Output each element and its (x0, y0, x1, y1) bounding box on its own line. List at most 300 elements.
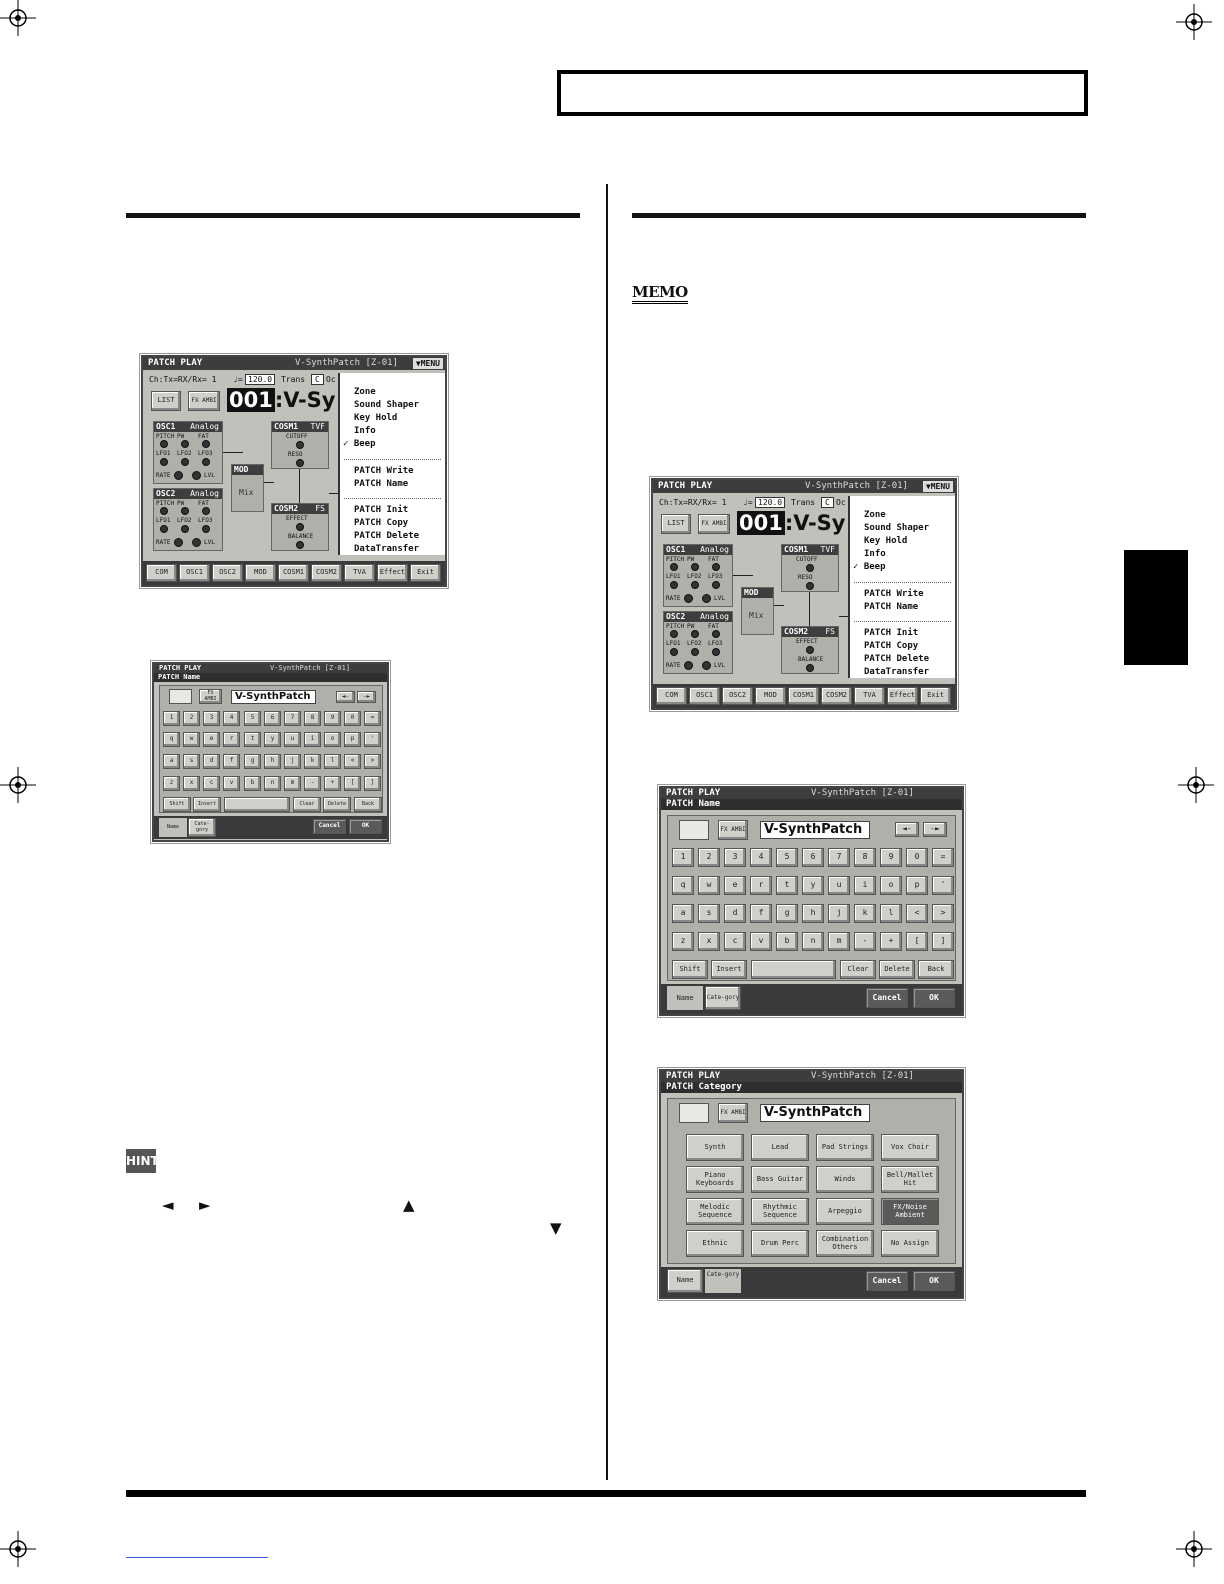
key-button[interactable]: d (203, 754, 220, 769)
knob-icon[interactable] (806, 564, 814, 572)
key-button[interactable]: 8 (854, 848, 876, 867)
key-button[interactable]: 6 (802, 848, 824, 867)
category-button[interactable]: Melodic Sequence (686, 1198, 744, 1225)
knob-icon[interactable] (202, 525, 210, 533)
knob-icon[interactable] (296, 523, 304, 531)
level-knob-icon[interactable] (702, 661, 711, 670)
key-button[interactable]: n (264, 776, 281, 791)
key-button[interactable]: k (854, 904, 876, 923)
key-button[interactable]: 5 (776, 848, 798, 867)
osc1-param-label: PW (177, 433, 185, 440)
knob-icon[interactable] (181, 458, 189, 466)
cosm1-param1-label: CUTOFF (286, 433, 308, 440)
key-button[interactable]: o (324, 732, 341, 747)
knob-icon[interactable] (712, 648, 720, 656)
level-knob-icon[interactable] (192, 538, 201, 547)
key-button[interactable]: v (750, 932, 772, 951)
key-button[interactable]: t (244, 732, 261, 747)
key-button[interactable]: u (284, 732, 301, 747)
key-button[interactable]: 5 (244, 711, 261, 726)
osc2-param-label: FAT (198, 500, 209, 507)
tab-category[interactable]: Cate-gory (705, 986, 741, 1010)
insert-button[interactable]: Insert (193, 797, 221, 812)
tempo-field[interactable]: 120.0 (755, 497, 785, 508)
delete-button[interactable]: Delete (879, 960, 915, 979)
category-panel (667, 1098, 956, 1264)
category-button[interactable]: FX/Noise Ambient (881, 1198, 939, 1225)
osc1-block[interactable] (153, 421, 223, 484)
fx-button[interactable]: FX AMBI (718, 820, 748, 840)
key-button[interactable]: 6 (264, 711, 281, 726)
name-field[interactable]: V-SynthPatch (760, 821, 870, 839)
key-button[interactable]: - (854, 932, 876, 951)
key-button[interactable]: c (203, 776, 220, 791)
key-button[interactable]: i (304, 732, 321, 747)
knob-icon[interactable] (806, 664, 814, 672)
cosm2-param2-label: BALANCE (288, 533, 314, 540)
category-button[interactable]: Rhythmic Sequence (751, 1198, 809, 1225)
key-button[interactable]: < (906, 904, 928, 923)
knob-icon[interactable] (296, 541, 304, 549)
tab-bar (653, 684, 955, 708)
key-button[interactable]: h (802, 904, 824, 923)
knob-icon[interactable] (670, 648, 678, 656)
menu-item[interactable]: Zone (864, 510, 886, 520)
knob-icon[interactable] (160, 525, 168, 533)
key-button[interactable]: ' (932, 876, 954, 895)
category-button[interactable]: Pad Strings (816, 1134, 874, 1161)
menu-item[interactable]: PATCH Delete (354, 531, 420, 541)
key-button[interactable]: > (932, 904, 954, 923)
tab-name[interactable]: Name (159, 818, 187, 837)
menu-item[interactable]: ✓ Beep (343, 439, 376, 449)
osc2-param-label: FAT (708, 623, 719, 630)
knob-icon[interactable] (202, 440, 210, 448)
osc1-lfo-label: LFO3 (198, 450, 213, 457)
tab-bar (143, 561, 445, 585)
list-button[interactable]: LIST (661, 514, 691, 534)
menu-item[interactable]: ✓ Beep (853, 562, 886, 572)
key-button[interactable]: 0 (344, 711, 361, 726)
screen-title: PATCH PLAY (666, 788, 721, 798)
signal-line (299, 469, 300, 503)
menu-item[interactable]: Sound Shaper (864, 523, 930, 533)
category-button[interactable]: Synth (686, 1134, 744, 1161)
key-button[interactable]: + (324, 776, 341, 791)
key-button[interactable]: m (828, 932, 850, 951)
cursor-left-button[interactable]: ◄- (336, 691, 355, 703)
menu-item[interactable]: PATCH Delete (864, 654, 930, 664)
osc2-type: Analog (190, 489, 219, 498)
shift-button[interactable]: Shift (672, 960, 708, 979)
mod-block[interactable] (741, 587, 774, 635)
signal-line (733, 575, 753, 576)
knob-icon[interactable] (712, 630, 720, 638)
osc2-level-label: LVL (204, 539, 215, 546)
key-button[interactable]: d (724, 904, 746, 923)
tab-button[interactable]: Effect (377, 564, 408, 582)
tab-button[interactable]: TVA (854, 687, 885, 705)
menu-separator (344, 459, 441, 460)
screen-body (653, 480, 955, 708)
knob-icon[interactable] (160, 440, 168, 448)
octave-label: Oc (836, 498, 846, 507)
name-field[interactable]: V-SynthPatch (231, 690, 316, 704)
menu-item[interactable]: PATCH Init (864, 628, 919, 638)
key-button[interactable]: 2 (183, 711, 200, 726)
key-button[interactable]: m (284, 776, 301, 791)
menu-item[interactable]: PATCH Name (864, 602, 919, 612)
delete-button[interactable]: Delete (323, 797, 351, 812)
tab-category[interactable]: Cate-gory (188, 818, 216, 837)
clear-button[interactable]: Clear (840, 960, 876, 979)
osc2-param-label: PW (687, 623, 695, 630)
key-button[interactable]: p (906, 876, 928, 895)
cancel-button[interactable]: Cancel (313, 819, 346, 834)
key-button[interactable]: n (802, 932, 824, 951)
tab-button[interactable]: Effect (887, 687, 918, 705)
patch-name-label: V-SynthPatch [Z-01] (805, 481, 908, 491)
cancel-button[interactable]: Cancel (866, 1271, 908, 1291)
key-button[interactable]: g (776, 904, 798, 923)
rate-knob-icon[interactable] (684, 594, 693, 603)
menu-item[interactable]: Zone (354, 387, 376, 397)
tab-button[interactable]: MOD (245, 564, 276, 582)
menu-item[interactable]: Info (864, 549, 886, 559)
osc1-level-label: LVL (714, 595, 725, 602)
left-arrow-icon: ◄ (162, 1196, 174, 1214)
level-knob-icon[interactable] (192, 471, 201, 480)
clear-button[interactable]: Clear (293, 797, 321, 812)
knob-icon[interactable] (181, 507, 189, 515)
tab-button[interactable]: Exit (920, 687, 951, 705)
key-button[interactable]: e (724, 876, 746, 895)
tab-button[interactable]: OSC1 (689, 687, 720, 705)
section-rule-right (632, 213, 1086, 218)
cosm1-block[interactable] (271, 421, 329, 469)
mod-block[interactable] (231, 464, 264, 512)
key-button[interactable]: 9 (324, 711, 341, 726)
memo-icon: MEMO (632, 283, 688, 301)
key-button[interactable]: [ (344, 776, 361, 791)
key-button[interactable]: - (304, 776, 321, 791)
category-button[interactable]: Arpeggio (816, 1198, 874, 1225)
registration-mark-left (0, 767, 36, 803)
cosm2-block[interactable] (271, 503, 329, 551)
key-button[interactable]: z (163, 776, 180, 791)
knob-icon[interactable] (712, 563, 720, 571)
knob-icon[interactable] (296, 459, 304, 467)
osc1-block[interactable] (663, 544, 733, 607)
knob-icon[interactable] (181, 440, 189, 448)
menu-item[interactable]: PATCH Name (354, 479, 409, 489)
key-button[interactable]: ' (364, 732, 381, 747)
menu-separator (854, 621, 951, 622)
menu-button[interactable]: ▼MENU (413, 358, 443, 369)
up-arrow-icon: ▲ (403, 1196, 415, 1214)
tab-button[interactable]: COM (146, 564, 177, 582)
knob-icon[interactable] (691, 648, 699, 656)
key-button[interactable]: > (364, 754, 381, 769)
title-bar (154, 664, 387, 673)
space-button[interactable] (751, 960, 836, 979)
patch-play-screen-left (141, 355, 447, 587)
menu-item[interactable]: Key Hold (354, 413, 398, 423)
key-button[interactable]: u (828, 876, 850, 895)
menu-popup (848, 496, 955, 678)
knob-icon[interactable] (296, 441, 304, 449)
cursor-right-button[interactable]: -► (357, 691, 376, 703)
cosm2-type: FS (825, 627, 835, 636)
key-button[interactable]: w (183, 732, 200, 747)
fx-button[interactable]: FX AMBI (199, 689, 222, 704)
screen-body (143, 357, 445, 585)
osc1-title: OSC1 (156, 422, 176, 431)
patch-name-screen-large (659, 786, 964, 1016)
knob-icon[interactable] (806, 646, 814, 654)
tab-button[interactable]: COSM2 (311, 564, 342, 582)
key-button[interactable]: 3 (203, 711, 220, 726)
tab-category[interactable]: Cate-gory (705, 1269, 741, 1293)
key-button[interactable]: l (324, 754, 341, 769)
category-button[interactable]: Winds (816, 1166, 874, 1193)
key-button[interactable]: [ (906, 932, 928, 951)
ok-button[interactable]: OK (349, 819, 382, 834)
category-button[interactable]: Bell/Mallet Hit (881, 1166, 939, 1193)
key-button[interactable]: 9 (880, 848, 902, 867)
trans-field[interactable]: C (311, 374, 324, 385)
category-button[interactable]: Lead (751, 1134, 809, 1161)
menu-item[interactable]: DataTransfer (864, 667, 930, 677)
key-button[interactable]: h (264, 754, 281, 769)
tab-name[interactable]: Name (667, 986, 703, 1010)
menu-button[interactable]: ▼MENU (923, 481, 953, 492)
category-button[interactable]: Piano Keyboards (686, 1166, 744, 1193)
key-button[interactable]: 2 (698, 848, 720, 867)
tab-button[interactable]: COM (656, 687, 687, 705)
key-button[interactable]: r (223, 732, 240, 747)
bottom-bar (661, 984, 962, 1014)
fx-button[interactable]: FX AMBI (718, 1103, 748, 1123)
category-button[interactable]: Combination Others (816, 1230, 874, 1257)
key-button[interactable]: i (854, 876, 876, 895)
knob-icon[interactable] (670, 563, 678, 571)
knob-icon[interactable] (160, 458, 168, 466)
tempo-field[interactable]: 120.0 (245, 374, 275, 385)
rate-knob-icon[interactable] (174, 471, 183, 480)
key-button[interactable]: p (344, 732, 361, 747)
category-button[interactable]: Ethnic (686, 1230, 744, 1257)
cosm1-block[interactable] (781, 544, 839, 592)
shift-button[interactable]: Shift (163, 797, 191, 812)
key-button[interactable]: y (802, 876, 824, 895)
bottom-bar (661, 1267, 962, 1297)
tab-button[interactable]: COSM1 (278, 564, 309, 582)
menu-item[interactable]: DataTransfer (354, 544, 420, 554)
key-button[interactable]: q (672, 876, 694, 895)
name-edit-icon (169, 689, 192, 704)
osc2-rate-label: RATE (156, 539, 171, 546)
back-button[interactable]: Back (354, 797, 382, 812)
tab-button[interactable]: OSC2 (722, 687, 753, 705)
key-button[interactable]: q (163, 732, 180, 747)
chapter-side-tab (1124, 550, 1188, 665)
key-button[interactable]: v (223, 776, 240, 791)
key-button[interactable]: j (284, 754, 301, 769)
key-button[interactable]: k (304, 754, 321, 769)
insert-button[interactable]: Insert (711, 960, 747, 979)
key-button[interactable]: ] (932, 932, 954, 951)
key-button[interactable]: 0 (906, 848, 928, 867)
registration-mark-right (1178, 767, 1214, 803)
tab-button[interactable]: COSM2 (821, 687, 852, 705)
key-button[interactable]: x (183, 776, 200, 791)
tab-button[interactable]: TVA (344, 564, 375, 582)
key-button[interactable]: f (223, 754, 240, 769)
knob-icon[interactable] (691, 630, 699, 638)
key-button[interactable]: 3 (724, 848, 746, 867)
menu-item[interactable]: Key Hold (864, 536, 908, 546)
key-button[interactable]: 8 (304, 711, 321, 726)
tab-button[interactable]: OSC2 (212, 564, 243, 582)
fx-button[interactable]: FX AMBI (698, 514, 730, 534)
tempo-symbol: ♩= (233, 375, 243, 384)
key-button[interactable]: a (672, 904, 694, 923)
fx-button[interactable]: FX AMBI (188, 391, 220, 411)
osc1-param-label: PITCH (156, 433, 175, 440)
knob-icon[interactable] (712, 581, 720, 589)
status-line (659, 497, 726, 509)
key-button[interactable]: ] (364, 776, 381, 791)
cosm2-type: FS (315, 504, 325, 513)
cursor-right-button[interactable]: -► (923, 822, 947, 837)
knob-icon[interactable] (160, 507, 168, 515)
key-button[interactable]: a (163, 754, 180, 769)
key-button[interactable]: = (364, 711, 381, 726)
key-button[interactable]: + (880, 932, 902, 951)
tab-button[interactable]: COSM1 (788, 687, 819, 705)
key-button[interactable]: x (698, 932, 720, 951)
cursor-left-button[interactable]: ◄- (895, 822, 919, 837)
menu-item[interactable]: Sound Shaper (354, 400, 420, 410)
rate-knob-icon[interactable] (684, 661, 693, 670)
level-knob-icon[interactable] (702, 594, 711, 603)
ok-button[interactable]: OK (913, 988, 955, 1008)
key-button[interactable]: l (880, 904, 902, 923)
list-button[interactable]: LIST (151, 391, 181, 411)
osc2-block[interactable] (663, 611, 733, 674)
osc2-block[interactable] (153, 488, 223, 551)
key-button[interactable]: 4 (223, 711, 240, 726)
patch-name-label: V-SynthPatch [Z-01] (295, 358, 398, 368)
screen-title: PATCH PLAY (148, 358, 203, 368)
section-rule-left (126, 213, 580, 218)
cosm2-header (272, 504, 328, 514)
tab-button[interactable]: Exit (410, 564, 441, 582)
tab-button[interactable]: MOD (755, 687, 786, 705)
knob-icon[interactable] (670, 581, 678, 589)
space-button[interactable] (224, 797, 290, 812)
ok-button[interactable]: OK (913, 1271, 955, 1291)
tab-button[interactable]: OSC1 (179, 564, 210, 582)
knob-icon[interactable] (691, 563, 699, 571)
key-button[interactable]: = (932, 848, 954, 867)
knob-icon[interactable] (670, 630, 678, 638)
menu-item[interactable]: Info (354, 426, 376, 436)
tab-name[interactable]: Name (667, 1269, 703, 1293)
osc2-header (154, 489, 222, 499)
key-button[interactable]: s (183, 754, 200, 769)
knob-icon[interactable] (181, 525, 189, 533)
menu-item[interactable]: PATCH Init (354, 505, 409, 515)
key-button[interactable]: 4 (750, 848, 772, 867)
knob-icon[interactable] (691, 581, 699, 589)
menu-item[interactable]: PATCH Write (354, 466, 414, 476)
category-button[interactable]: No Assign (881, 1230, 939, 1257)
key-button[interactable]: z (672, 932, 694, 951)
cosm2-param1-label: EFFECT (286, 515, 308, 522)
key-button[interactable]: t (776, 876, 798, 895)
key-button[interactable]: 7 (284, 711, 301, 726)
osc1-lfo-label: LFO1 (666, 573, 681, 580)
cosm1-param2-label: RESO (798, 574, 813, 581)
key-button[interactable]: c (724, 932, 746, 951)
key-button[interactable]: f (750, 904, 772, 923)
key-button[interactable]: g (244, 754, 261, 769)
key-button[interactable]: b (776, 932, 798, 951)
knob-icon[interactable] (202, 507, 210, 515)
hint-icon: HINT (126, 1149, 156, 1173)
rate-knob-icon[interactable] (174, 538, 183, 547)
cosm2-block[interactable] (781, 626, 839, 674)
osc2-lfo-label: LFO3 (708, 640, 723, 647)
category-button[interactable]: Vox Choir (881, 1134, 939, 1161)
key-button[interactable]: y (264, 732, 281, 747)
category-button[interactable]: Drum Perc (751, 1230, 809, 1257)
key-button[interactable]: j (828, 904, 850, 923)
key-button[interactable]: e (203, 732, 220, 747)
menu-item[interactable]: PATCH Copy (864, 641, 919, 651)
knob-icon[interactable] (202, 458, 210, 466)
key-button[interactable]: 1 (163, 711, 180, 726)
registration-mark-top-left (0, 0, 36, 36)
key-button[interactable]: < (344, 754, 361, 769)
trans-field[interactable]: C (821, 497, 834, 508)
knob-icon[interactable] (806, 582, 814, 590)
osc1-lfo-label: LFO3 (708, 573, 723, 580)
key-button[interactable]: r (750, 876, 772, 895)
menu-item[interactable]: PATCH Copy (354, 518, 409, 528)
osc2-rate-label: RATE (666, 662, 681, 669)
back-button[interactable]: Back (918, 960, 954, 979)
category-button[interactable]: Bass Guitar (751, 1166, 809, 1193)
osc2-title: OSC2 (156, 489, 176, 498)
menu-item[interactable]: PATCH Write (864, 589, 924, 599)
key-button[interactable]: 7 (828, 848, 850, 867)
key-button[interactable]: s (698, 904, 720, 923)
patch-name-display: :V-Sy (274, 388, 336, 412)
key-button[interactable]: o (880, 876, 902, 895)
cancel-button[interactable]: Cancel (866, 988, 908, 1008)
footer-link-underline (126, 1557, 268, 1558)
osc1-lfo-label: LFO2 (687, 573, 702, 580)
key-button[interactable]: 1 (672, 848, 694, 867)
title-bar (661, 788, 962, 799)
key-button[interactable]: w (698, 876, 720, 895)
key-button[interactable]: b (244, 776, 261, 791)
patch-number: 001 (739, 511, 783, 535)
cosm2-title: COSM2 (784, 627, 809, 636)
